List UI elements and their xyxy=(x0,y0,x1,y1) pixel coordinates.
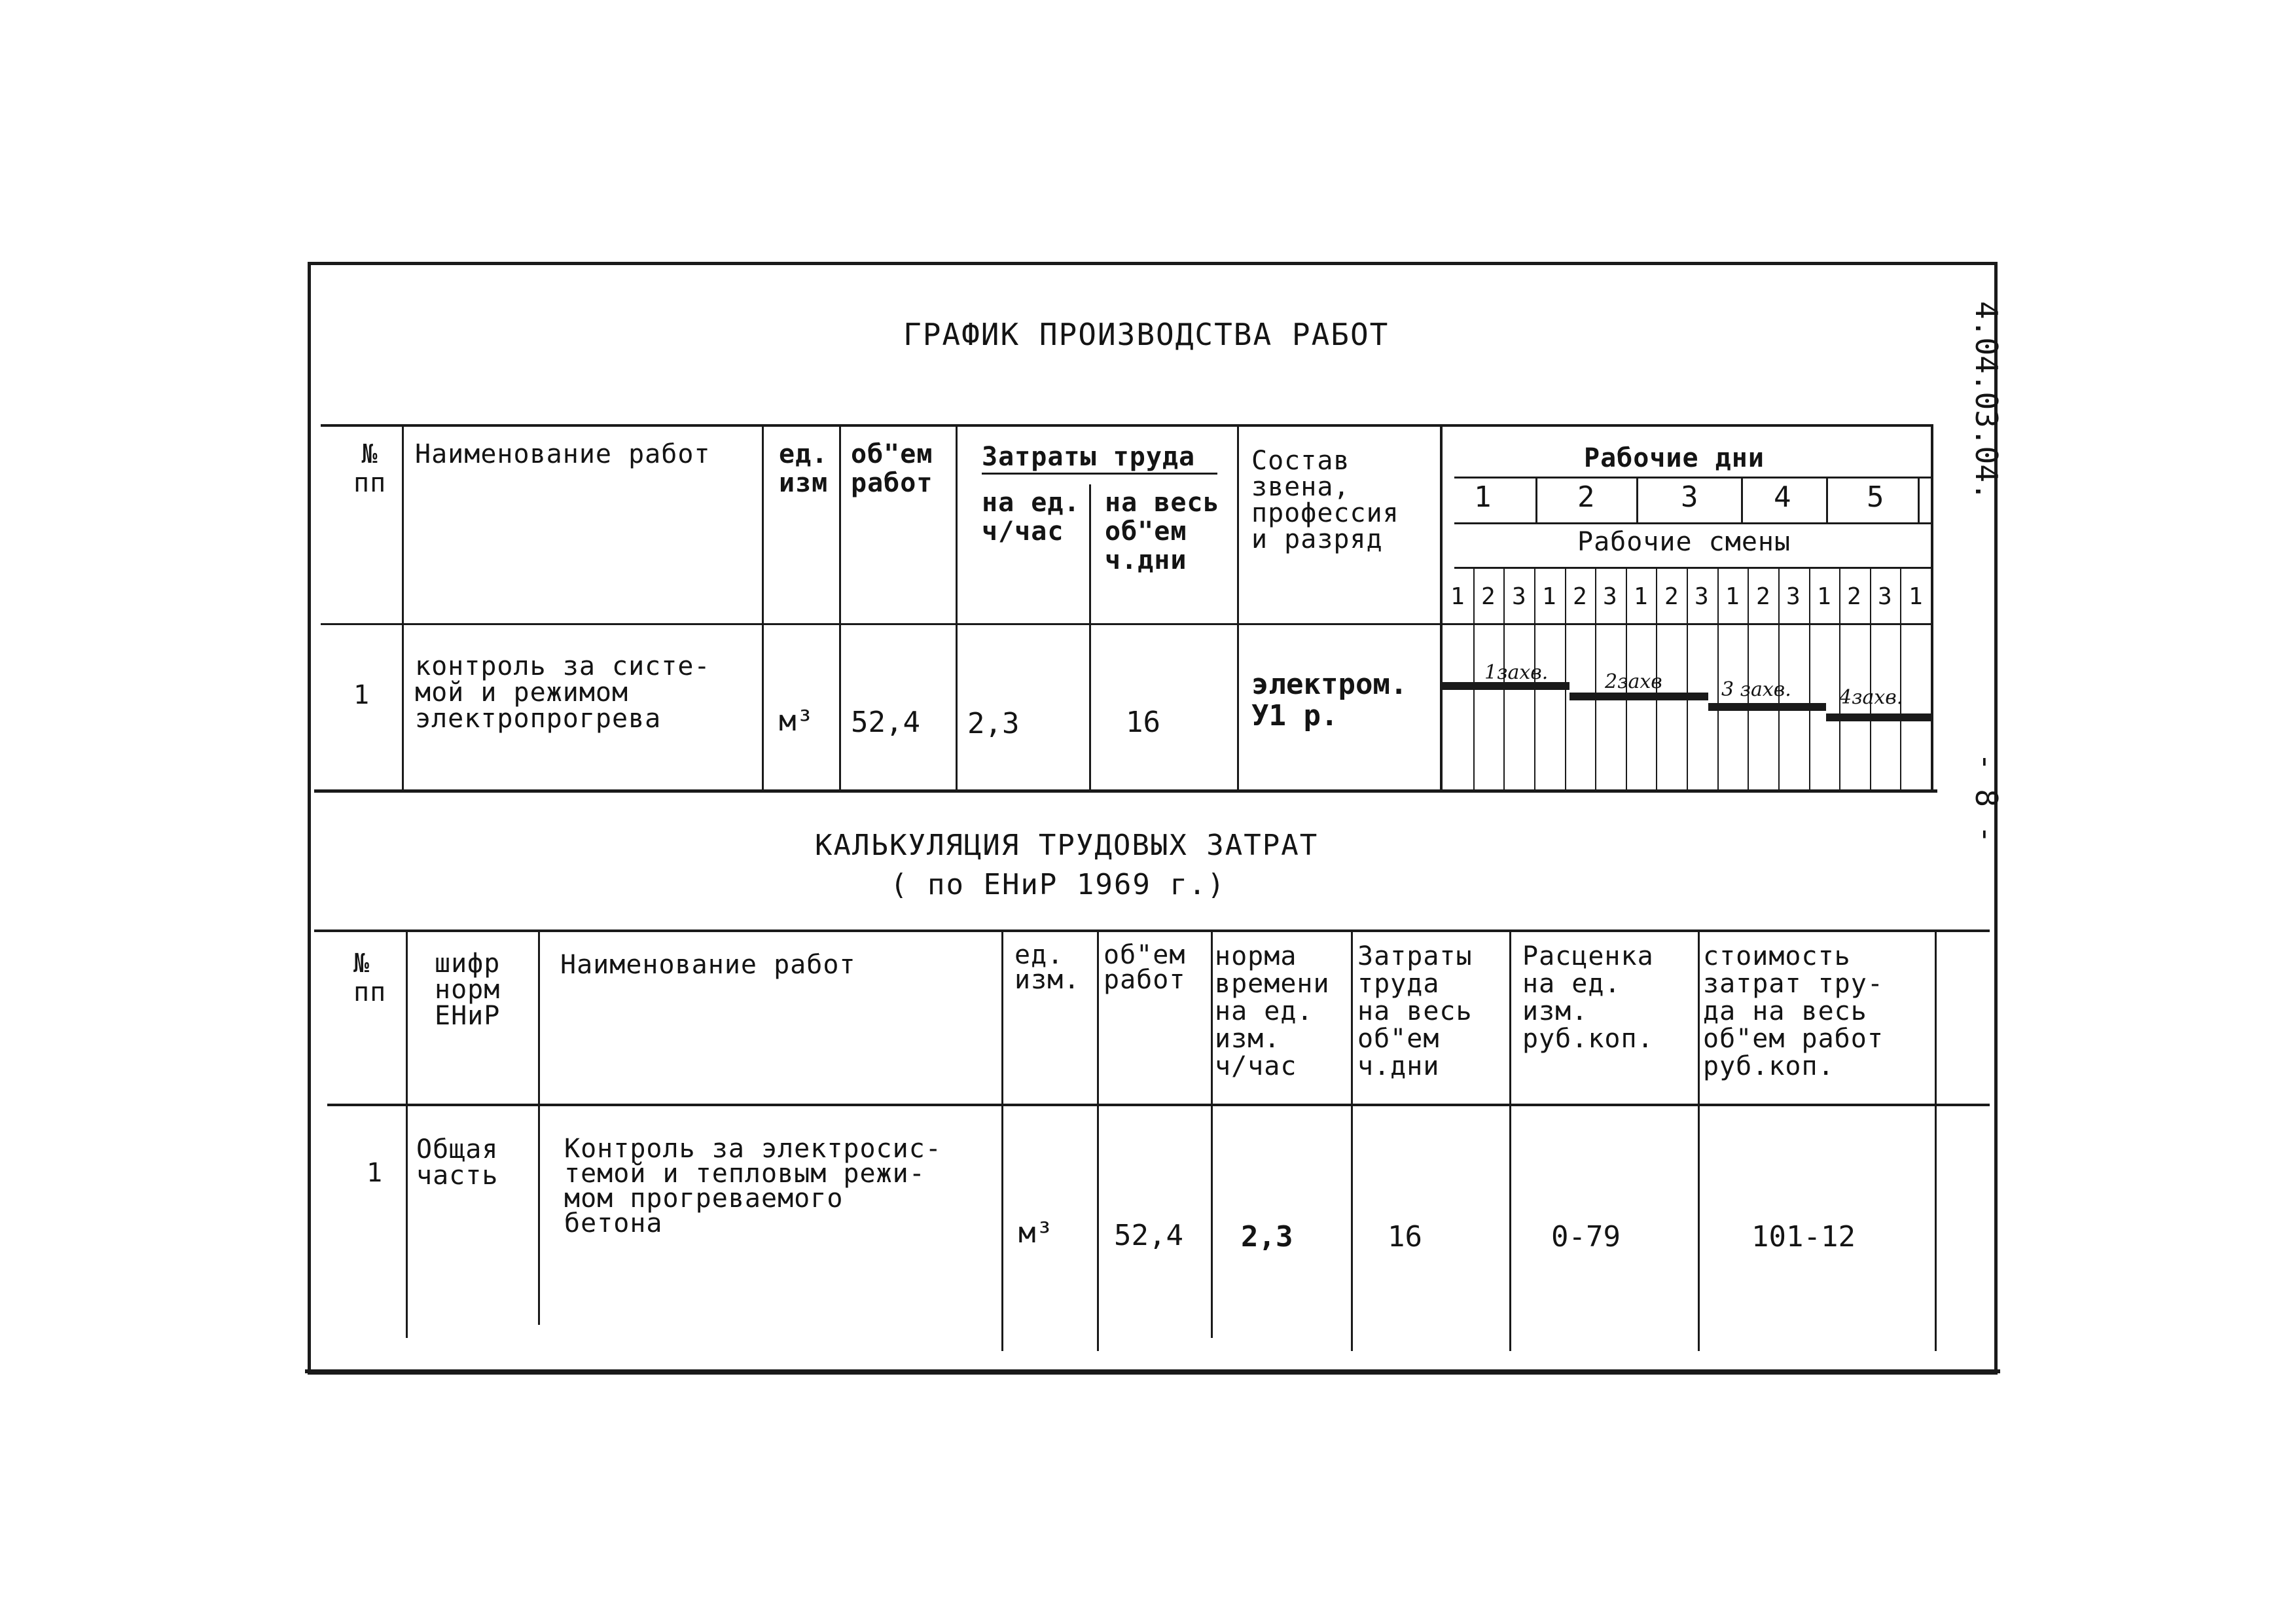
col-crew-header: Состав звена, профессия и разряд xyxy=(1251,446,1399,554)
shift-divider xyxy=(1900,568,1901,791)
calc-unit-header: ед. изм. xyxy=(1014,940,1081,995)
calc-row-code: Общая часть xyxy=(416,1134,499,1191)
shift-label: 3 xyxy=(1512,583,1527,610)
bar-label-3: 3 захв. xyxy=(1721,678,1791,701)
document-code: 4.04.03.04. xyxy=(1969,301,2004,501)
calc-row-cost: 101-12 xyxy=(1751,1220,1856,1254)
shift-label: 2 xyxy=(1847,583,1862,610)
shift-label: 3 xyxy=(1878,583,1893,610)
calc-row-norm: 2,3 xyxy=(1241,1220,1293,1254)
shift-label: 2 xyxy=(1481,583,1496,610)
shift-label: 3 xyxy=(1786,583,1801,610)
calc-volume-header: об"ем работ xyxy=(1103,940,1186,995)
calc-row-labor: 16 xyxy=(1388,1220,1422,1254)
col-num-header: № пп xyxy=(353,439,387,498)
schedule-title: ГРАФИК ПРОИЗВОДСТВА РАБОТ xyxy=(903,317,1390,352)
calc-rate-header: Расценка на ед. изм. руб.коп. xyxy=(1522,941,1654,1054)
calc-norm-header: норма времени на ед. изм. ч/час xyxy=(1215,941,1330,1081)
shift-label: 1 xyxy=(1450,583,1465,610)
row-name: контроль за систе- мой и режимом электропрогрева xyxy=(415,651,711,734)
shift-label: 3 xyxy=(1603,583,1618,610)
shift-label: 1 xyxy=(1909,583,1924,610)
day-label: 1 xyxy=(1474,480,1492,514)
row-unit: м³ xyxy=(779,704,814,738)
col-labor-header: Затраты труда xyxy=(982,442,1196,472)
shift-divider xyxy=(1595,568,1596,791)
gantt-bar-4 xyxy=(1826,713,1932,721)
shift-label: 2 xyxy=(1573,583,1588,610)
bar-label-1: 1захв. xyxy=(1484,661,1549,684)
work-shifts-header: Рабочие смены xyxy=(1577,527,1791,557)
calc-row-name: Контроль за электросис- темой и тепловым режи- мом прогреваемого бетона xyxy=(564,1134,942,1238)
col-unit-header: ед. изм xyxy=(779,439,829,498)
shift-divider xyxy=(1809,568,1810,791)
day-label: 3 xyxy=(1681,480,1699,514)
gantt-bar-2 xyxy=(1570,693,1708,700)
col-volume-header: об"ем работ xyxy=(851,439,933,498)
row-crew: электром. У1 р. xyxy=(1251,668,1408,732)
day-label: 4 xyxy=(1774,480,1792,514)
calc-row-rate: 0-79 xyxy=(1551,1220,1621,1254)
shift-divider xyxy=(1473,568,1475,791)
shift-label: 2 xyxy=(1664,583,1679,610)
document-frame xyxy=(308,262,1998,1375)
shift-divider xyxy=(1565,568,1566,791)
shift-label: 2 xyxy=(1756,583,1771,610)
day-label: 5 xyxy=(1867,480,1885,514)
col-total-header: на весь об"ем ч.дни xyxy=(1105,488,1220,575)
shift-divider xyxy=(1687,568,1688,791)
shift-divider xyxy=(1839,568,1840,791)
shift-label: 1 xyxy=(1817,583,1832,610)
work-days-header: Рабочие дни xyxy=(1584,443,1765,473)
calc-subtitle: ( по ЕНиР 1969 г.) xyxy=(890,868,1226,901)
calc-labor-header: Затраты труда на весь об"ем ч.дни xyxy=(1357,941,1473,1081)
day-label: 2 xyxy=(1577,480,1596,514)
shift-divider xyxy=(1870,568,1871,791)
shift-label: 1 xyxy=(1634,583,1649,610)
col-name-header: Наименование работ xyxy=(415,439,711,469)
page-number: - 8 - xyxy=(1969,753,2004,844)
row-per-unit: 2,3 xyxy=(967,707,1020,740)
col-per-unit-header: на ед. ч/час xyxy=(982,488,1081,547)
calc-row-volume: 52,4 xyxy=(1114,1219,1183,1252)
calc-num-header: № пп xyxy=(353,948,387,1007)
shift-label: 1 xyxy=(1725,583,1740,610)
calc-title: КАЛЬКУЛЯЦИЯ ТРУДОВЫХ ЗАТРАТ xyxy=(815,829,1319,862)
calc-row-num: 1 xyxy=(367,1158,384,1188)
calc-code-header: шифр норм ЕНиР xyxy=(435,948,501,1031)
row-num: 1 xyxy=(353,680,370,710)
gantt-bar-3 xyxy=(1708,703,1826,711)
calc-name-header: Наименование работ xyxy=(560,950,856,980)
row-volume: 52,4 xyxy=(851,706,920,739)
row-total: 16 xyxy=(1126,706,1160,739)
bar-label-4: 4захв. xyxy=(1839,686,1903,709)
shift-label: 3 xyxy=(1695,583,1710,610)
calc-row-unit: м³ xyxy=(1018,1216,1053,1250)
calc-cost-header: стоимость затрат тру- да на весь об"ем работ руб.коп. xyxy=(1703,941,1884,1081)
shift-divider xyxy=(1717,568,1719,791)
shift-label: 1 xyxy=(1542,583,1557,610)
bar-label-2: 2захв xyxy=(1605,670,1662,693)
